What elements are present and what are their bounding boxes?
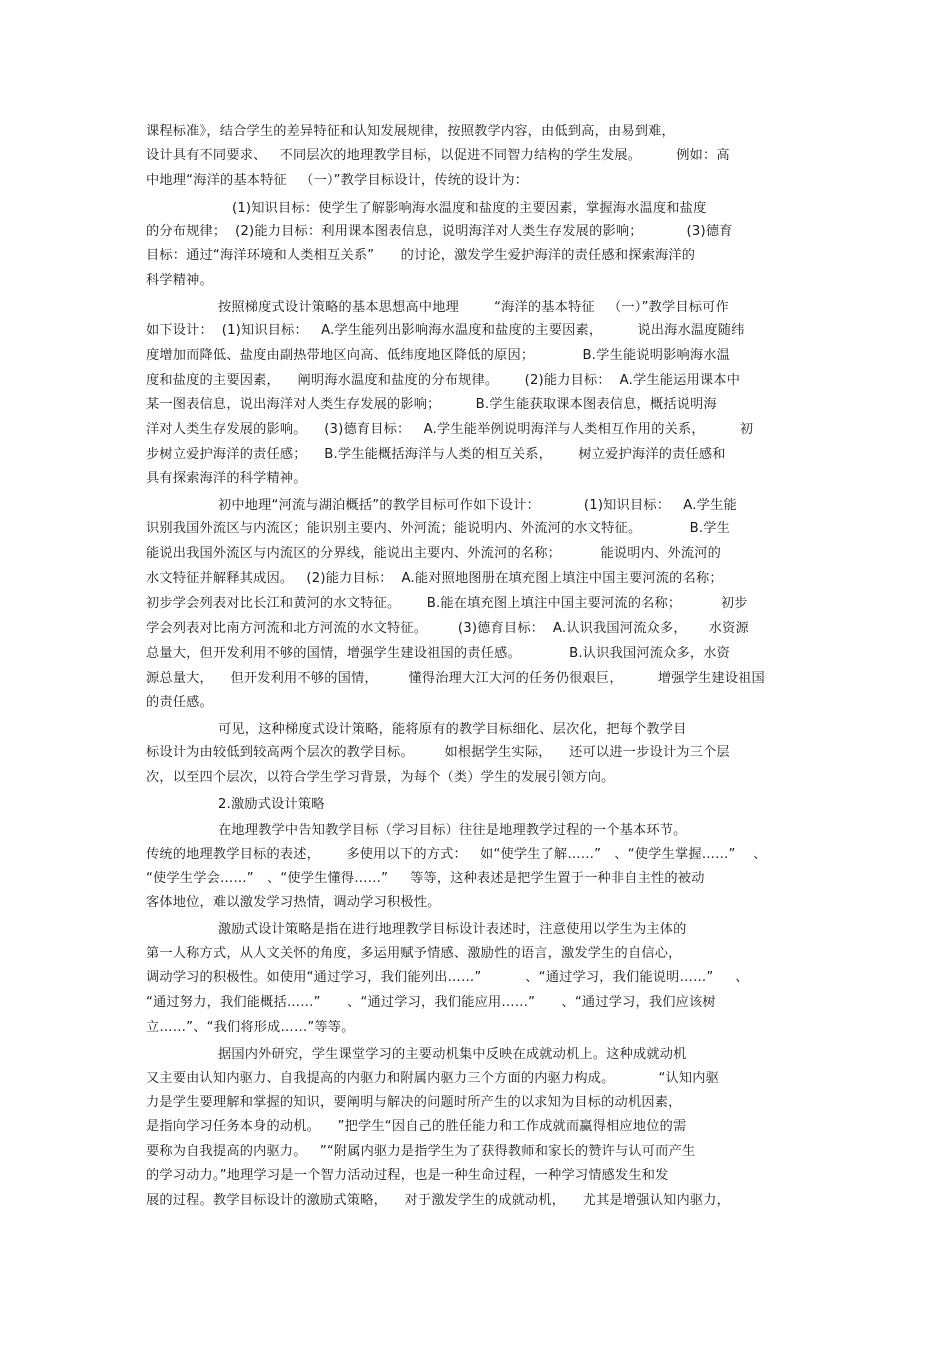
text-line: 科学精神。 bbox=[146, 273, 213, 288]
text-line: 某一图表信息，说出海洋对人类生存发展的影响； B.学生能获取课本图表信息，概括说明海 bbox=[146, 397, 717, 412]
text-line: “通过努力，我们能概括……” 、“通过学习，我们能应用……” 、“通过学习，我们应该树 bbox=[146, 995, 716, 1010]
text-line: 目标：通过“海洋环境和人类相互关系” 的讨论，激发学生爱护海洋的责任感和探索海洋的 bbox=[146, 248, 696, 263]
text-line: 按照梯度式设计策略的基本思想高中地理 “海洋的基本特征 （一）”教学目标可作 bbox=[218, 300, 729, 315]
text-line: 的学习动力。”地理学习是一个智力活动过程，也是一种生命过程，一种学习情感发生和发 bbox=[146, 1168, 669, 1183]
text-line: 度增加而降低、盐度由副热带地区向高、低纬度地区降低的原因； B.学生能说明影响海水温 bbox=[146, 348, 731, 363]
text-line: 总量大，但开发利用不够的国情，增强学生建设祖国的责任感。 B.认识我国河流众多，水资 bbox=[146, 646, 731, 661]
text-line: 是指向学习任务本身的动机。 ”把学生“因自己的胜任能力和工作成就而赢得相应地位的需 bbox=[146, 1119, 687, 1134]
text-line: 客体地位，难以激发学习热情，调动学习积极性。 bbox=[146, 895, 441, 910]
text-line: 在地理教学中告知教学目标（学习目标）往往是地理教学过程的一个基本环节。 bbox=[218, 823, 687, 838]
text-line: 步树立爱护海洋的责任感； B.学生能概括海洋与人类的相互关系， 树立爱护海洋的责任感和 bbox=[146, 447, 726, 462]
text-line: 传统的地理教学目标的表述， 多使用以下的方式： 如“使学生了解……” 、“使学生掌握……” 、 bbox=[146, 847, 767, 862]
text-line: 的分布规律； (2)能力目标：利用课本图表信息，说明海洋对人类生存发展的影响； (3)德育 bbox=[146, 224, 733, 239]
text-line: 要称为自我提高的内驱力。 ”“附属内驱力是指学生为了获得教师和家长的赞许与认可而产生 bbox=[146, 1144, 696, 1159]
text-line: 据国内外研究，学生课堂学习的主要动机集中反映在成就动机上。这种成就动机 bbox=[218, 1047, 687, 1062]
section-heading: 2.激励式设计策略 bbox=[218, 797, 325, 812]
text-line: 初中地理“河流与湖泊概括”的教学目标可作如下设计： (1)知识目标： A.学生能 bbox=[218, 498, 737, 513]
text-line: 展的过程。教学目标设计的激励式策略， 对于激发学生的成就动机， 尤其是增强认知内驱力， bbox=[146, 1193, 731, 1208]
text-line: 标设计为由较低到较高两个层次的教学目标。 如根据学生实际， 还可以进一步设计为三个层 bbox=[146, 745, 730, 760]
text-line: 又主要由认知内驱力、自我提高的内驱力和附属内驱力三个方面的内驱力构成。 “认知内驱 bbox=[146, 1071, 720, 1086]
text-line: “使学生学会……” 、“使学生懂得……” 等等，这种表述是把学生置于一种非自主性的被动 bbox=[146, 871, 705, 886]
text-line: (1)知识目标：使学生了解影响海水温度和盐度的主要因素，掌握海水温度和盐度 bbox=[232, 201, 707, 216]
text-line: 洋对人类生存发展的影响。 (3)德育目标： A.学生能举例说明海洋与人类相互作用的关系， 初 bbox=[146, 422, 754, 437]
text-line: 如下设计： (1)知识目标： A.学生能列出影响海水温度和盐度的主要因素， 说出海水温度随纬 bbox=[146, 323, 745, 338]
text-line: 的责任感。 bbox=[146, 695, 213, 710]
text-line: 可见，这种梯度式设计策略，能将原有的教学目标细化、层次化，把每个教学目 bbox=[218, 722, 687, 737]
text-line: 具有探索海洋的科学精神。 bbox=[146, 471, 307, 486]
text-line: 能说出我国外流区与内流区的分界线，能说出主要内、外流河的名称； 能说明内、外流河的 bbox=[146, 546, 722, 561]
text-line: 课程标准》，结合学生的差异特征和认知发展规律，按照教学内容，由低到高，由易到难， bbox=[146, 124, 675, 139]
text-line: 调动学习的积极性。如使用“通过学习，我们能列出……” 、“通过学习，我们能说明……” 、 bbox=[146, 970, 749, 985]
text-line: 源总量大， 但开发利用不够的国情， 懂得治理大江大河的任务仍很艰巨， 增强学生建设祖国 bbox=[146, 671, 765, 686]
text-line: 识别我国外流区与内流区；能识别主要内、外河流；能说明内、外流河的水文特征。 B.学生 bbox=[146, 521, 731, 536]
text-line: 次，以至四个层次，以符合学生学习背景，为每个（类）学生的发展引领方向。 bbox=[146, 770, 615, 785]
text-line: 设计具有不同要求、 不同层次的地理教学目标，以促进不同智力结构的学生发展。 例如：高 bbox=[146, 148, 730, 163]
text-line: 初步学会列表对比长江和黄河的水文特征。 B.能在填充图上填注中国主要河流的名称； 初步 bbox=[146, 596, 748, 611]
text-line: 度和盐度的主要因素， 阐明海水温度和盐度的分布规律。 (2)能力目标： A.学生能运用课本中 bbox=[146, 373, 741, 388]
text-line: 激励式设计策略是指在进行地理教学目标设计表述时，注意使用以学生为主体的 bbox=[218, 922, 687, 937]
text-line: 水文特征并解释其成因。 (2)能力目标： A.能对照地图册在填充图上填注中国主要河流的名称； bbox=[146, 571, 723, 586]
text-line: 立……”、“我们将形成……”等等。 bbox=[146, 1020, 355, 1035]
text-line: 中地理“海洋的基本特征 （一）”教学目标设计，传统的设计为： bbox=[146, 173, 529, 188]
text-line: 学会列表对比南方河流和北方河流的水文特征。 (3)德育目标： A.认识我国河流众多， 水资源 bbox=[146, 621, 749, 636]
text-line: 力是学生要理解和掌握的知识，要阐明与解决的问题时所产生的以求知为目标的动机因素， bbox=[146, 1095, 682, 1110]
text-line: 第一人称方式，从人文关怀的角度，多运用赋予情感、激励性的语言，激发学生的自信心， bbox=[146, 946, 682, 961]
